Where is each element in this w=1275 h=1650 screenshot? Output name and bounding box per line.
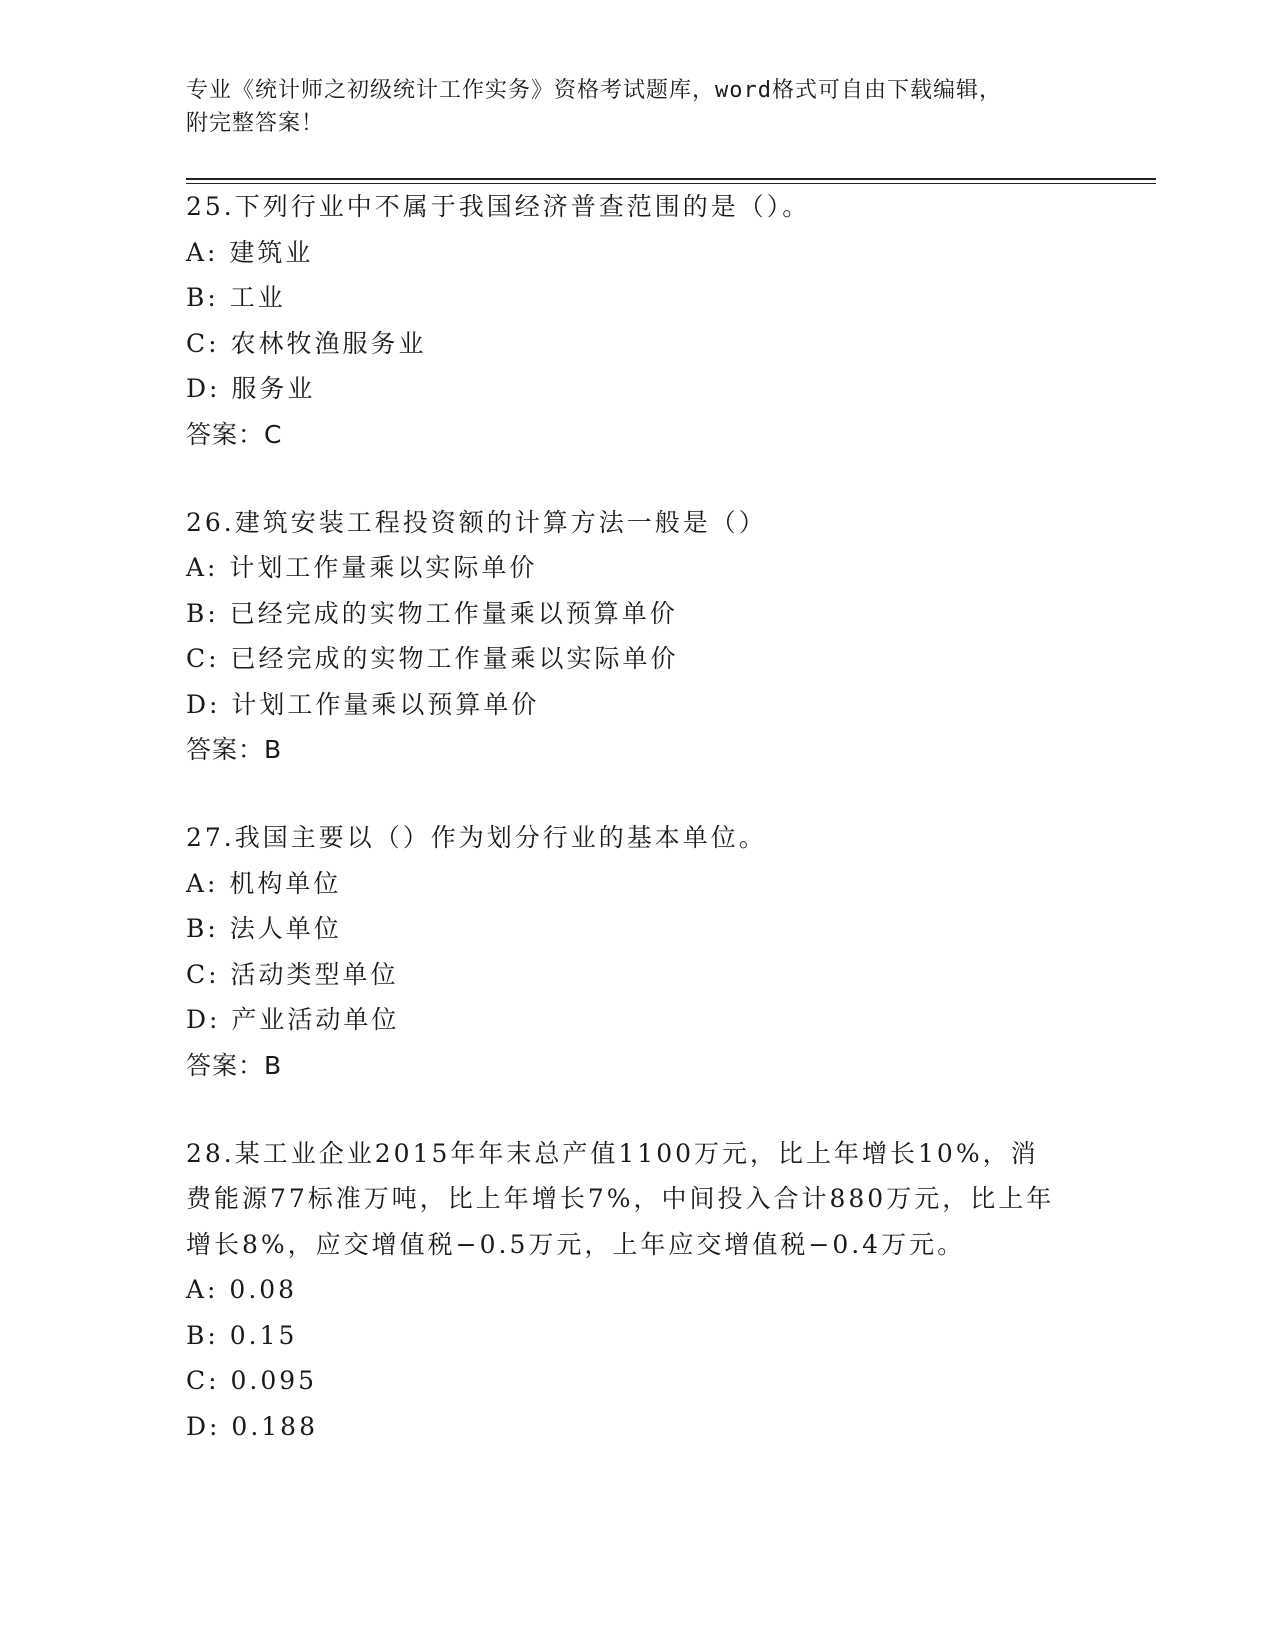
question-stem: 27.我国主要以（）作为划分行业的基本单位。 — [186, 823, 767, 852]
option-b: B: 已经完成的实物工作量乘以预算单价 — [186, 598, 678, 628]
option-c: C: 0.095 — [186, 1366, 318, 1395]
header-line-1: 专业《统计师之初级统计工作实务》资格考试题库，word格式可自由下载编辑， — [186, 78, 1002, 103]
question-27 — [186, 815, 1156, 1088]
option-c: C: 农林牧渔服务业 — [186, 328, 427, 358]
question-26 — [186, 500, 1156, 773]
document-page — [186, 74, 1156, 1492]
option-a: A: 0.08 — [186, 1275, 298, 1304]
option-d: D: 0.188 — [186, 1411, 318, 1441]
question-28 — [186, 1131, 1156, 1450]
option-d: D: 产业活动单位 — [186, 1005, 400, 1034]
answer-label: 答案：B — [186, 1050, 283, 1080]
option-d: D: 服务业 — [186, 374, 316, 403]
option-b: B: 法人单位 — [186, 914, 342, 943]
option-c: C: 已经完成的实物工作量乘以实际单价 — [186, 644, 679, 673]
document-header — [186, 74, 1066, 140]
question-stem: 28.某工业企业2015年年末总产值1100万元，比上年增长10%，消费能源77标准万吨，比上年增长7%，中间投入合计880万元，比上年增长8%，应交增值税−0.5万元，上年应交增值税−0.4万元。 — [186, 1138, 1055, 1259]
option-a: A: 机构单位 — [186, 868, 342, 898]
answer-label: 答案：B — [186, 735, 283, 764]
header-line-2: 附完整答案！ — [186, 111, 325, 136]
question-25 — [186, 184, 1156, 457]
option-b: B: 工业 — [186, 283, 286, 312]
question-stem: 25.下列行业中不属于我国经济普查范围的是（）。 — [186, 192, 811, 221]
option-c: C: 活动类型单位 — [186, 959, 399, 989]
option-a: A: 建筑业 — [186, 237, 314, 267]
option-a: A: 计划工作量乘以实际单价 — [186, 553, 538, 582]
question-stem: 26.建筑安装工程投资额的计算方法一般是（） — [186, 507, 767, 537]
option-d: D: 计划工作量乘以预算单价 — [186, 689, 540, 719]
answer-label: 答案：C — [186, 419, 283, 449]
option-b: B: 0.15 — [186, 1320, 298, 1350]
